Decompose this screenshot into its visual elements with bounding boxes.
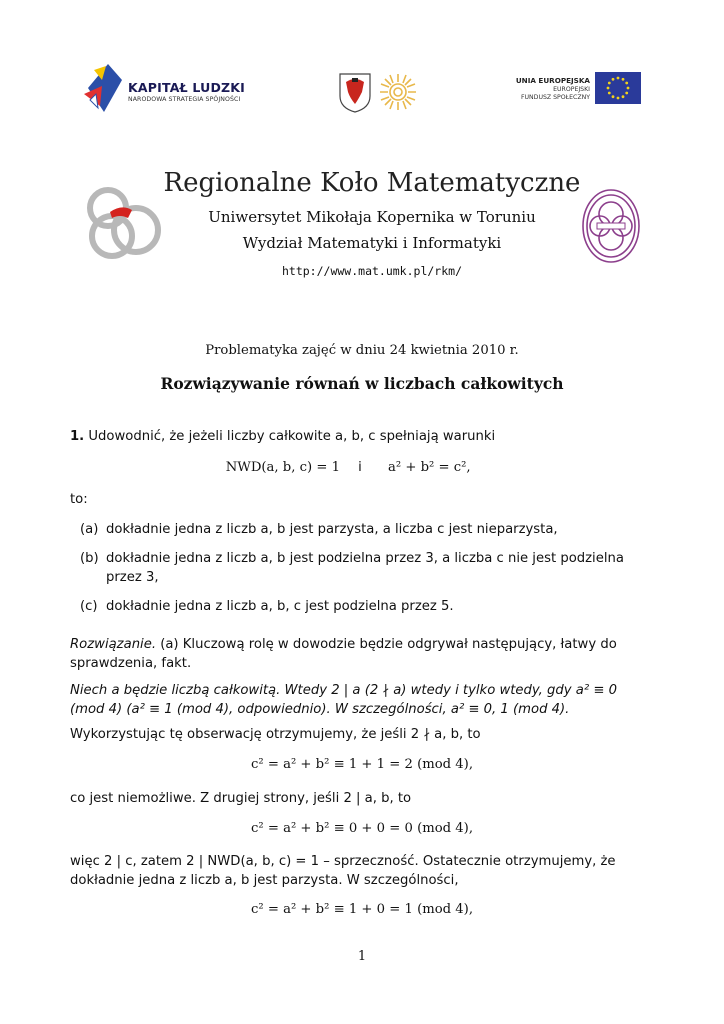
problem-number: 1. <box>70 429 85 444</box>
topic-heading: Rozwiązywanie równań w liczbach całkowitych <box>160 374 564 393</box>
eu-logo-subtitle-line1: EUROPEJSKI <box>553 86 590 93</box>
problem-intro <box>70 426 670 447</box>
list-item-continuation: przez 3, <box>106 570 159 585</box>
solution-heading: Rozwiązanie. <box>70 637 157 652</box>
list-item: (a) dokładnie jedna z liczb a, b jest parzysta, a liczba c jest nieparzysta, <box>80 522 558 537</box>
problem-to-label: to: <box>70 492 88 507</box>
kapital-ludzki-subtitle: NARODOWA STRATEGIA SPÓJNOŚCI <box>128 96 241 103</box>
problem-intro-text: Udowodnić, że jeżeli liczby całkowite a, b, c spełniają warunki <box>88 429 496 444</box>
solution-paragraph-1-line2: sprawdzenia, fakt. <box>70 656 192 671</box>
equation-1: c² = a² + b² ≡ 1 + 1 = 2 (mod 4), <box>250 757 474 772</box>
list-item: (c) dokładnie jedna z liczb a, b, c jest podzielna przez 5. <box>80 599 454 614</box>
faculty-name: Wydział Matematyki i Informatyki <box>242 234 502 252</box>
solution-paragraph-4-line1: więc 2 | c, zatem 2 | NWD(a, b, c) = 1 – sprzeczność. Ostatecznie otrzymujemy, że <box>70 854 616 869</box>
condition-gcd: NWD(a, b, c) = 1 <box>225 460 340 475</box>
condition-separator: i <box>358 460 362 475</box>
meeting-date-line: Problematyka zajęć w dniu 24 kwietnia 2010 r. <box>205 343 519 358</box>
lemma-line-1: Niech a będzie liczbą całkowitą. Wtedy 2 | a (2 ∤ a) wtedy i tylko wtedy, gdy a² ≡ 0 <box>70 683 617 698</box>
kapital-ludzki-title: KAPITAŁ LUDZKI <box>128 80 246 95</box>
eu-logo-title: UNIA EUROPEJSKA <box>515 76 590 85</box>
lemma-line-2: (mod 4) (a² ≡ 1 (mod 4), odpowiednio). W szczególności, a² ≡ 0, 1 (mod 4). <box>70 702 570 717</box>
condition-pythagoras: a² + b² = c², <box>388 460 471 475</box>
university-name: Uniwersytet Mikołaja Kopernika w Toruniu <box>208 208 536 226</box>
page-number: 1 <box>357 949 367 964</box>
solution-paragraph-1: Rozwiązanie. (a) Kluczową rolę w dowodzie będzie odgrywał następujący, łatwy do <box>70 637 617 652</box>
eu-logo-subtitle-line2: FUNDUSZ SPOŁECZNY <box>520 94 590 101</box>
list-item: (b) dokładnie jedna z liczb a, b jest podzielna przez 3, a liczba c nie jest podzielna <box>80 551 624 566</box>
page-title: Regionalne Koło Matematyczne <box>163 168 581 198</box>
solution-paragraph-4-line2: dokładnie jedna z liczb a, b jest parzysta. W szczególności, <box>70 873 459 888</box>
interlocking-rings-logo-icon <box>82 186 164 262</box>
equation-2: c² = a² + b² ≡ 0 + 0 = 0 (mod 4), <box>250 821 474 836</box>
website-url-link[interactable]: http://www.mat.umk.pl/rkm/ <box>281 264 462 278</box>
sun-emblem-icon <box>378 72 418 112</box>
solution-paragraph-3: co jest niemożliwe. Z drugiej strony, jeśli 2 | a, b, to <box>70 791 412 806</box>
purple-medal-emblem-icon <box>580 188 642 264</box>
coat-of-arms-icon <box>338 72 372 114</box>
eu-flag-icon <box>595 72 641 104</box>
solution-paragraph-2: Wykorzystując tę obserwację otrzymujemy, że jeśli 2 ∤ a, b, to <box>70 727 481 742</box>
equation-3: c² = a² + b² ≡ 1 + 0 = 1 (mod 4), <box>250 902 474 917</box>
